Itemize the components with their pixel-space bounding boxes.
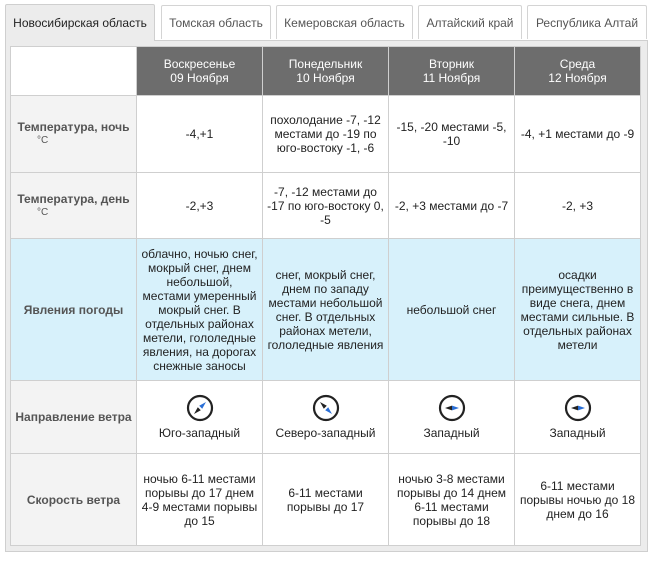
wind-direction-cell [389, 381, 515, 454]
wind-direction-text: Западный [549, 426, 606, 440]
temp-night-cell: -4, +1 местами до -9 [515, 96, 641, 173]
wind-speed-cell: ночью 3-8 местами порывы до 14 днем 6-11 местами порывы до 18 [389, 454, 515, 546]
compass-southwest-icon [186, 394, 214, 422]
header-corner [11, 47, 137, 96]
weekday: Воскресенье [163, 57, 236, 71]
wind-direction-row [11, 381, 641, 454]
tab-label: Алтайский край [426, 15, 514, 30]
row-label [11, 173, 137, 239]
tab-tomsk[interactable] [161, 5, 271, 39]
tab-altai-krai[interactable] [418, 5, 522, 39]
tab-label: Новосибирская область [13, 16, 147, 30]
day-header [263, 47, 389, 96]
wind-direction-cell [515, 381, 641, 454]
temp-night-row [11, 96, 641, 173]
tab-label: Республика Алтай [535, 15, 639, 30]
row-label [11, 96, 137, 173]
weekday: Понедельник [288, 57, 363, 71]
wind-speed-label: Скорость ветра [11, 454, 137, 546]
wind-speed-row [11, 454, 641, 546]
weekday: Среда [559, 57, 596, 71]
temp-night-cell: -15, -20 местами -5, -10 [389, 96, 515, 173]
temp-day-cell: -2,+3 [137, 173, 263, 239]
temp-day-cell: -2, +3 [515, 173, 641, 239]
tab-altai-republic[interactable] [527, 5, 647, 39]
date: 10 Ноября [296, 71, 355, 85]
wind-direction-label: Направление ветра [11, 381, 137, 454]
wind-direction-cell [263, 381, 389, 454]
wind-speed-cell: 6-11 местами порывы до 17 [263, 454, 389, 546]
tab-kemerovo[interactable] [276, 5, 413, 39]
compass-northwest-icon [312, 394, 340, 422]
day-header [137, 47, 263, 96]
day-header [389, 47, 515, 96]
tab-label: Кемеровская область [284, 15, 405, 30]
region-tabs [0, 0, 656, 40]
wind-direction-text: Северо-западный [275, 426, 376, 440]
tab-novosibirsk[interactable] [5, 4, 155, 41]
forecast-table [10, 46, 641, 546]
temp-day-row [11, 173, 641, 239]
weather-cell: снег, мокрый снег, днем по западу местами небольшой снег. В отдельных районах метели, гололедные явления [263, 239, 389, 381]
unit-label: °C [37, 135, 49, 146]
temp-night-cell: похолодание -7, -12 местами до -19 по юго-востоку -1, -6 [263, 96, 389, 173]
temp-night-cell: -4,+1 [137, 96, 263, 173]
unit-label: °C [37, 206, 49, 218]
weather-row [11, 239, 641, 381]
temp-night-label: Температура, ночь [17, 120, 130, 134]
compass-west-icon [438, 394, 466, 422]
date: 11 Ноября [422, 71, 481, 85]
compass-west-icon [564, 394, 592, 422]
temp-day-cell: -2, +3 местами до -7 [389, 173, 515, 239]
temp-day-cell: -7, -12 местами до -17 по юго-востоку 0, -5 [263, 173, 389, 239]
weather-cell: осадки преимущественно в виде снега, днем местами сильные. В отдельных районах метели [515, 239, 641, 381]
weather-label: Явления погоды [11, 239, 137, 381]
date: 09 Ноября [170, 71, 229, 85]
days-header-row [11, 47, 641, 96]
wind-speed-cell: ночью 6-11 местами порывы до 17 днем 4-9 местами порывы до 15 [137, 454, 263, 546]
date: 12 Ноября [548, 71, 607, 85]
weekday: Вторник [429, 57, 474, 71]
wind-direction-text: Юго-западный [158, 426, 241, 440]
tab-label: Томская область [169, 15, 263, 30]
temp-day-label: Температура, день [17, 191, 130, 206]
wind-speed-cell: 6-11 местами порывы ночью до 18 днем до 16 [515, 454, 641, 546]
weather-cell: небольшой снег [389, 239, 515, 381]
wind-direction-cell [137, 381, 263, 454]
day-header [515, 47, 641, 96]
wind-direction-text: Западный [423, 426, 480, 440]
weather-cell: облачно, ночью снег, мокрый снег, днем небольшой, местами умеренный мокрый снег. В отдельных районах метели, гололедные явления, на дорогах снежные заносы [137, 239, 263, 381]
